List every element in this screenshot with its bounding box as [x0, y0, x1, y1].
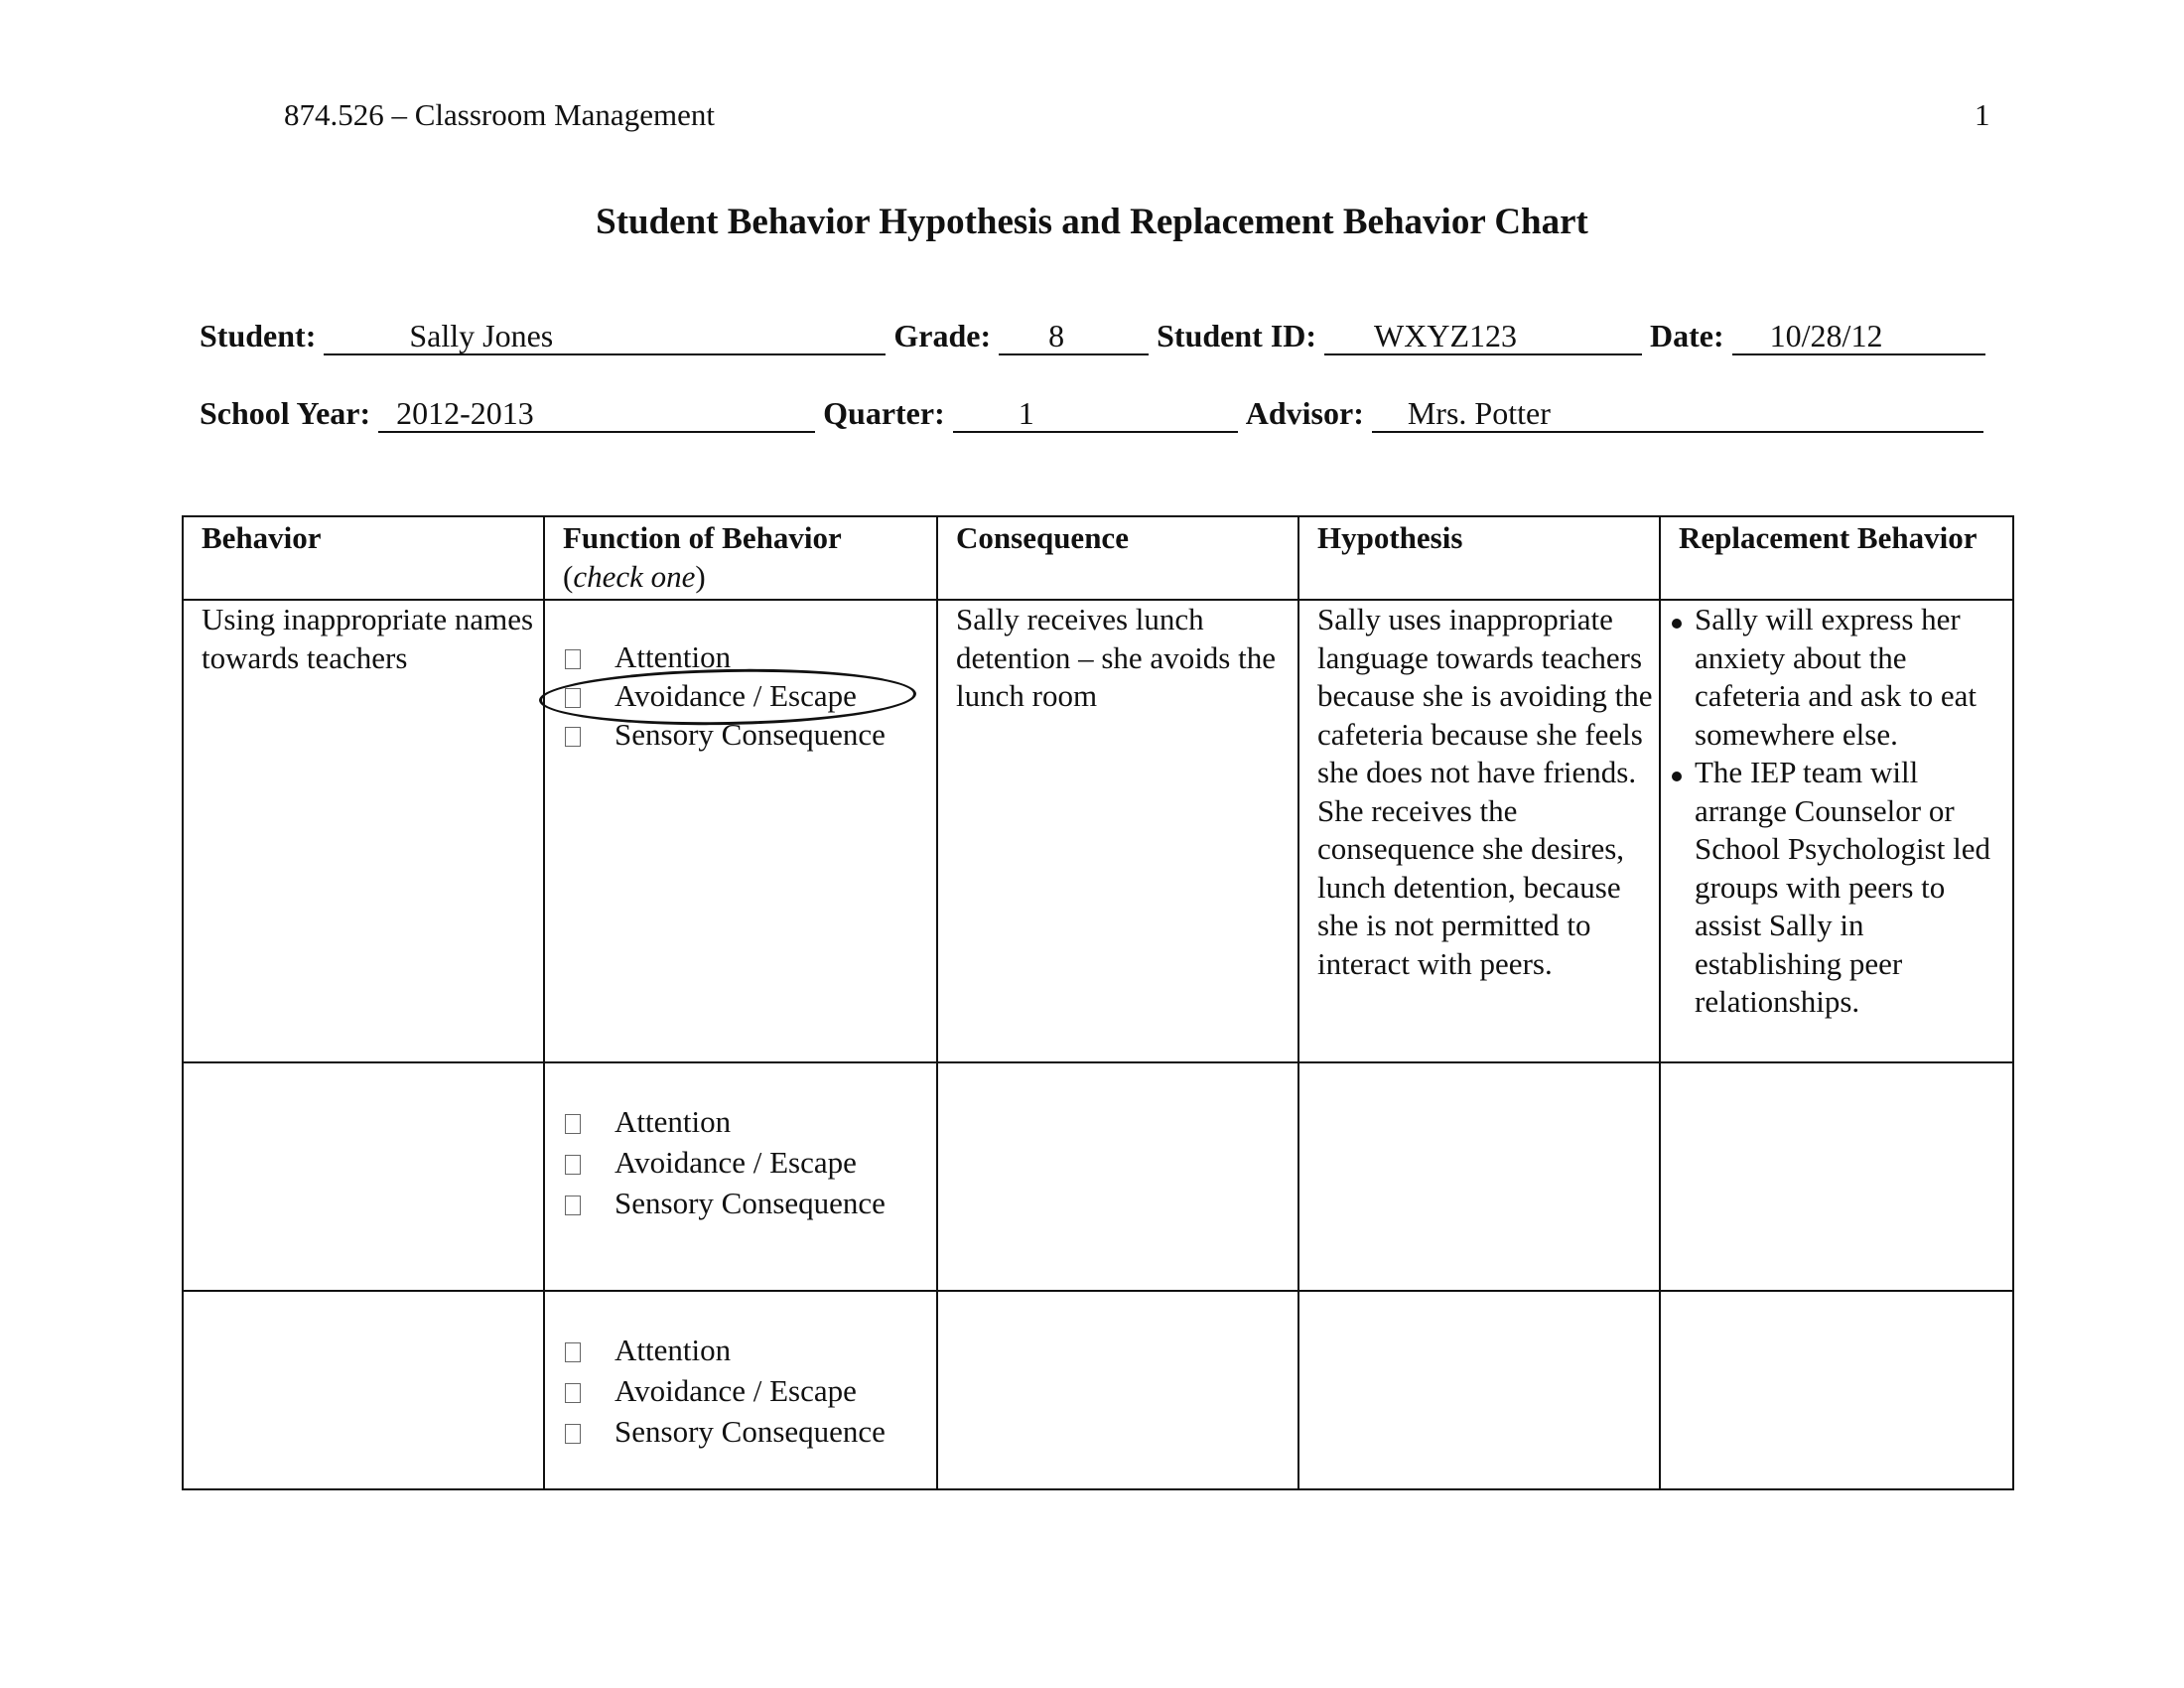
header-function	[544, 516, 937, 600]
student-info-row	[200, 318, 1985, 355]
checkbox-icon[interactable]	[565, 1424, 581, 1444]
option-label: Attention	[614, 1104, 732, 1139]
student-id-value: WXYZ123	[1374, 318, 1517, 353]
subtitle-check-one: check one	[573, 558, 696, 594]
table-row	[183, 1291, 2013, 1489]
replacement-item	[1671, 601, 2012, 754]
function-checklist	[563, 1332, 936, 1454]
checkbox-icon[interactable]	[565, 1342, 581, 1362]
behavior-cell[interactable]	[183, 1062, 544, 1291]
function-option-sensory[interactable]	[563, 1413, 936, 1454]
grade-field[interactable]	[999, 320, 1149, 355]
checkbox-icon[interactable]	[565, 727, 581, 747]
checkbox-icon[interactable]	[565, 1114, 581, 1134]
school-year-label: School Year:	[200, 395, 371, 431]
advisor-label: Advisor:	[1245, 395, 1364, 431]
checkbox-icon[interactable]	[565, 649, 581, 669]
subtitle-close-paren: )	[695, 558, 706, 594]
hypothesis-cell[interactable]: Sally uses inappropriate language towards teachers because she is avoiding the cafeteria because she feels she does not have friends. She receives the consequence she desires, lunch detention, because she is not permitted to interact with peers.	[1298, 600, 1660, 1062]
student-label: Student:	[200, 318, 317, 353]
quarter-value: 1	[1018, 395, 1034, 431]
date-label: Date:	[1650, 318, 1724, 353]
header-function-subtitle	[563, 558, 936, 597]
option-label: Avoidance / Escape	[614, 678, 857, 713]
function-checklist	[563, 638, 936, 755]
function-cell	[544, 600, 937, 1062]
replacement-list	[1671, 601, 2012, 1022]
school-info-row	[200, 395, 1983, 433]
option-label: Sensory Consequence	[614, 1186, 886, 1220]
function-checklist	[563, 1103, 936, 1225]
behavior-cell[interactable]: Using inappropriate names towards teachers	[183, 600, 544, 1062]
consequence-cell[interactable]	[937, 1291, 1298, 1489]
page-title: Student Behavior Hypothesis and Replacement Behavior Chart	[596, 202, 1588, 242]
advisor-field[interactable]	[1372, 397, 1983, 433]
option-label: Attention	[614, 639, 732, 674]
behavior-cell[interactable]	[183, 1291, 544, 1489]
checkbox-icon[interactable]	[565, 1196, 581, 1215]
date-value: 10/28/12	[1769, 318, 1883, 353]
quarter-field[interactable]	[953, 397, 1238, 433]
header-consequence: Consequence	[937, 516, 1298, 600]
function-option-attention[interactable]	[563, 638, 936, 677]
table-row	[183, 1062, 2013, 1291]
school-year-field[interactable]	[378, 397, 815, 433]
page-number: 1	[1975, 97, 1990, 132]
option-label: Avoidance / Escape	[614, 1145, 857, 1180]
hypothesis-cell[interactable]	[1298, 1291, 1660, 1489]
subtitle-open-paren: (	[563, 558, 574, 594]
table-header-row	[183, 516, 2013, 600]
option-label: Sensory Consequence	[614, 717, 886, 752]
function-option-attention[interactable]	[563, 1332, 936, 1372]
student-name-value: Sally Jones	[409, 318, 554, 353]
replacement-cell[interactable]	[1660, 1291, 2013, 1489]
bullet-icon	[1672, 619, 1682, 629]
student-id-label: Student ID:	[1157, 318, 1317, 353]
date-field[interactable]	[1732, 320, 1985, 355]
grade-value: 8	[1048, 318, 1065, 353]
table-row	[183, 600, 2013, 1062]
header-behavior: Behavior	[183, 516, 544, 600]
replacement-text: The IEP team will arrange Counselor or School Psychologist led groups with peers to assist Sally in establishing peer relationships.	[1695, 755, 1990, 1019]
function-cell	[544, 1291, 937, 1489]
replacement-cell[interactable]	[1660, 600, 2013, 1062]
hypothesis-cell[interactable]	[1298, 1062, 1660, 1291]
checkbox-icon[interactable]	[565, 1383, 581, 1403]
school-year-value: 2012-2013	[396, 395, 534, 431]
option-label: Avoidance / Escape	[614, 1373, 857, 1408]
function-option-attention[interactable]	[563, 1103, 936, 1144]
replacement-text: Sally will express her anxiety about the cafeteria and ask to eat somewhere else.	[1695, 602, 1977, 752]
behavior-chart-table	[182, 515, 2014, 1490]
function-option-sensory[interactable]	[563, 1185, 936, 1225]
advisor-value: Mrs. Potter	[1407, 395, 1551, 431]
option-label: Sensory Consequence	[614, 1414, 886, 1449]
function-option-avoidance[interactable]	[563, 1144, 936, 1185]
bullet-icon	[1672, 772, 1682, 781]
header-function-title: Function of Behavior	[563, 520, 842, 555]
function-option-sensory[interactable]	[563, 716, 936, 755]
replacement-cell[interactable]	[1660, 1062, 2013, 1291]
course-title: 874.526 – Classroom Management	[284, 97, 715, 132]
grade-label: Grade:	[893, 318, 992, 353]
header-replacement: Replacement Behavior	[1660, 516, 2013, 600]
quarter-label: Quarter:	[823, 395, 945, 431]
checkbox-icon[interactable]	[565, 1155, 581, 1175]
option-label: Attention	[614, 1333, 732, 1367]
header-hypothesis: Hypothesis	[1298, 516, 1660, 600]
function-cell	[544, 1062, 937, 1291]
replacement-item	[1671, 754, 2012, 1022]
consequence-cell[interactable]	[937, 1062, 1298, 1291]
student-id-field[interactable]	[1324, 320, 1642, 355]
function-option-avoidance[interactable]	[563, 1372, 936, 1413]
student-name-field[interactable]	[324, 320, 886, 355]
function-option-avoidance[interactable]	[563, 677, 936, 716]
consequence-cell[interactable]: Sally receives lunch detention – she avoids the lunch room	[937, 600, 1298, 1062]
checkbox-icon[interactable]	[565, 688, 581, 708]
